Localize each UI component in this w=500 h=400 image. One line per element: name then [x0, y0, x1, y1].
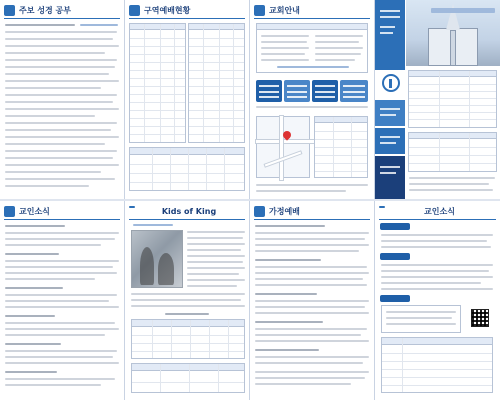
text-line: [256, 106, 368, 108]
text-line: [255, 340, 369, 342]
text-line: [381, 234, 493, 236]
text-line: [5, 315, 55, 317]
panel-sermon-study: [0, 0, 124, 199]
subsection-label: [380, 223, 410, 230]
text-line: [5, 66, 115, 68]
text-line: [256, 190, 346, 192]
text-line: [187, 231, 245, 233]
text-line: [5, 59, 117, 61]
panel-header: [4, 205, 120, 218]
church-logo-icon: [382, 74, 400, 92]
text-line: [187, 255, 245, 257]
panel-header: [379, 205, 496, 218]
worship-times-box: [256, 23, 368, 73]
text-line: [5, 287, 63, 289]
section-title: Kids of King: [161, 207, 217, 216]
text-line: [5, 300, 109, 302]
text-line: [5, 87, 101, 89]
panel-family-worship: [250, 201, 374, 400]
text-line: [381, 240, 487, 242]
text-line: [255, 362, 363, 364]
text-line: [5, 362, 119, 364]
text-line: [5, 101, 113, 103]
text-line: [5, 294, 117, 296]
text-line: [133, 224, 173, 226]
book-icon: [4, 5, 15, 16]
text-line: [381, 246, 491, 248]
text-line: [5, 108, 119, 110]
text-line: [5, 266, 113, 268]
text-line: [5, 80, 119, 82]
text-line: [5, 253, 59, 255]
text-line: [5, 378, 115, 380]
text-line: [255, 371, 369, 373]
text-line: [255, 349, 319, 351]
header-rule: [4, 219, 120, 220]
text-line: [5, 31, 117, 33]
text-line: [5, 384, 101, 386]
kids-schedule-table: [131, 363, 245, 393]
text-line: [5, 115, 95, 117]
calendar-icon: [129, 5, 140, 16]
service-times-table: [408, 70, 497, 128]
text-line: [381, 276, 493, 278]
text-line: [255, 232, 369, 234]
header-rule: [4, 18, 120, 19]
text-line: [255, 250, 359, 252]
kids-photo: [131, 230, 183, 288]
text-line: [255, 377, 365, 379]
text-line: [5, 225, 65, 227]
service-chip: [312, 80, 338, 102]
text-line: [255, 356, 369, 358]
text-line: [255, 259, 321, 261]
text-line: [255, 238, 365, 240]
text-line: [187, 267, 245, 269]
panel-kids-of-king: [125, 201, 249, 400]
text-line: [409, 189, 493, 191]
panel-header: [254, 4, 370, 17]
text-line: [187, 243, 245, 245]
panel-member-news-2: [375, 201, 500, 400]
text-line: [5, 278, 95, 280]
service-chip: [256, 80, 282, 102]
header-rule: [129, 219, 245, 220]
panel-header: [129, 4, 245, 17]
panel-member-news-1: [0, 201, 124, 400]
text-line: [5, 122, 117, 124]
header-rule: [254, 18, 370, 19]
cover-band-mid: [375, 128, 405, 154]
text-line: [255, 244, 369, 246]
text-line: [255, 225, 325, 227]
text-line: [131, 293, 245, 295]
text-line: [5, 260, 119, 262]
text-line: [5, 171, 101, 173]
district-table-left: [129, 23, 186, 143]
cover-slogan: [431, 8, 495, 13]
text-line: [131, 305, 245, 307]
text-line: [255, 321, 323, 323]
text-line: [165, 313, 209, 315]
text-line: [5, 136, 119, 138]
text-line: [187, 279, 245, 281]
panel-header: [4, 4, 120, 17]
text-line: [5, 150, 117, 152]
fold-line: [0, 199, 500, 201]
header-rule: [254, 219, 370, 220]
text-line: [5, 185, 89, 187]
section-title: 교회안내: [269, 6, 300, 15]
text-line: [255, 266, 367, 268]
text-line: [5, 334, 105, 336]
text-line: [5, 164, 119, 166]
text-line: [5, 306, 119, 308]
panel-district-schedule: [125, 0, 249, 199]
location-map: [256, 116, 310, 178]
staff-table: [314, 116, 368, 178]
text-line: [5, 328, 119, 330]
text-line: [255, 272, 369, 274]
text-line: [5, 371, 57, 373]
district-table-right: [188, 23, 245, 143]
subsection-label: [380, 253, 410, 260]
cover-band-top: [375, 0, 405, 70]
kids-attendance-table: [131, 319, 245, 359]
text-line: [381, 288, 493, 290]
text-line: [5, 143, 105, 145]
cover-band-bottom: [375, 156, 405, 199]
text-line: [5, 343, 61, 345]
section-title: 교인소식: [19, 207, 50, 216]
text-line: [5, 322, 115, 324]
text-line: [255, 300, 369, 302]
church-icon: [254, 5, 265, 16]
text-line: [5, 129, 111, 131]
header-rule: [129, 18, 245, 19]
text-line: [80, 24, 118, 26]
panel-cover: [375, 0, 500, 199]
header-rule: [379, 219, 496, 220]
text-line: [255, 293, 317, 295]
text-line: [5, 244, 101, 246]
text-line: [255, 334, 361, 336]
district-summary-table: [129, 147, 245, 191]
text-line: [5, 350, 117, 352]
text-line: [5, 24, 75, 26]
text-line: [409, 183, 489, 185]
text-line: [5, 356, 113, 358]
text-line: [187, 285, 237, 287]
text-line: [381, 264, 493, 266]
text-line: [409, 177, 495, 179]
text-line: [187, 237, 243, 239]
service-chip: [340, 80, 368, 102]
qr-code-icon: [471, 309, 489, 327]
text-line: [255, 312, 369, 314]
text-line: [255, 383, 351, 385]
text-line: [255, 306, 365, 308]
subsection-label: [380, 295, 410, 302]
text-line: [5, 238, 115, 240]
text-line: [255, 328, 367, 330]
home-icon: [254, 206, 265, 217]
text-line: [187, 249, 241, 251]
text-line: [131, 299, 241, 301]
text-line: [255, 278, 363, 280]
text-line: [381, 282, 481, 284]
panel-header: [129, 205, 245, 218]
text-line: [5, 52, 105, 54]
text-line: [5, 232, 119, 234]
cover-band-mid: [375, 100, 405, 126]
weekly-schedule-table: [408, 132, 497, 172]
text-line: [5, 272, 117, 274]
section-title: 교인소식: [424, 207, 455, 216]
text-line: [5, 45, 119, 47]
section-title: 가정예배: [269, 207, 300, 216]
panel-church-guide: [250, 0, 374, 199]
text-line: [255, 284, 367, 286]
section-title: 주보 성경 공부: [19, 6, 71, 15]
text-line: [256, 184, 368, 186]
text-line: [5, 38, 113, 40]
text-line: [381, 270, 489, 272]
offering-box: [381, 305, 461, 333]
service-chip: [284, 80, 310, 102]
people-icon: [4, 206, 15, 217]
text-line: [5, 157, 113, 159]
text-line: [5, 178, 115, 180]
section-title: 구역예배현황: [144, 6, 191, 15]
text-line: [5, 73, 109, 75]
panel-header: [254, 205, 370, 218]
text-line: [5, 94, 117, 96]
text-line: [187, 261, 243, 263]
member-news-table: [381, 337, 493, 393]
text-line: [187, 273, 239, 275]
